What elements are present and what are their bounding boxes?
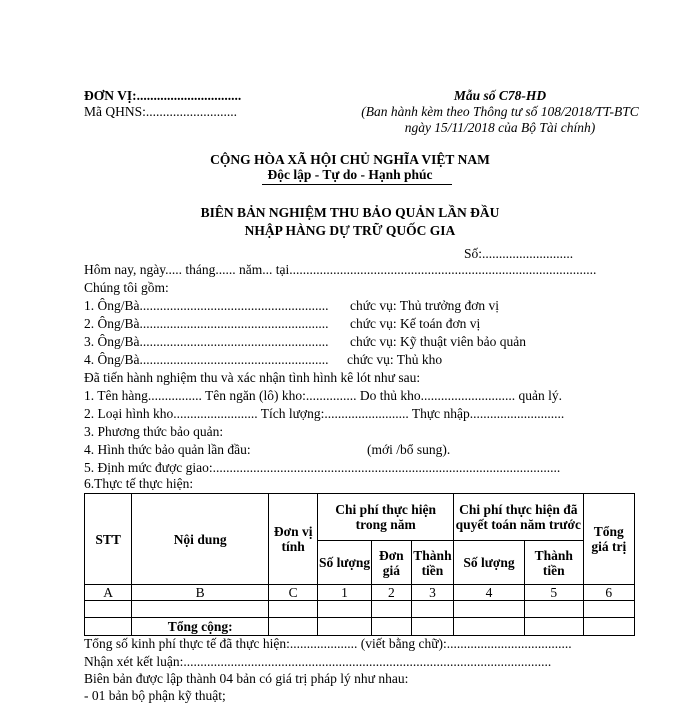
member-name-1: 1. Ông/Bà........................................................ (84, 298, 329, 313)
item-4-label: 4. Hình thức bảo quản lần đầu: (84, 442, 251, 457)
item-5: 5. Định mức được giao:....................................................................................................... (84, 460, 561, 475)
doc-number: Số:........................... (464, 246, 574, 261)
code-cell: A (85, 585, 132, 601)
sub-amount-prev: Thành tiền (524, 541, 583, 585)
member-role-3: chức vụ: Kỹ thuật viên bảo quản (350, 334, 527, 349)
item-4-note: (mới /bổ sung). (367, 442, 451, 457)
member-name-4: 4. Ông/Bà........................................................ (84, 352, 329, 367)
item-3: 3. Phương thức bảo quản: (84, 424, 224, 439)
empty-cell (318, 618, 371, 636)
total-label: Tổng cộng: (132, 618, 269, 636)
sub-quantity: Số lượng (318, 541, 371, 585)
col-stt: STT (85, 494, 132, 585)
item-1: 1. Tên hàng................ Tên ngăn (lô) kho:............... Do thủ kho............................ quản lý. (84, 388, 562, 403)
motto-underline (262, 184, 452, 185)
copies-line: Biên bản được lập thành 04 bản có giá trị pháp lý như nhau: (84, 671, 409, 686)
conducted-line: Đã tiến hành nghiệm thu và xác nhận tình hình kê lót như sau: (84, 370, 421, 385)
empty-cell (524, 618, 583, 636)
issued-by-line2: ngày 15/11/2018 của Bộ Tài chính) (404, 120, 596, 135)
empty-cell (318, 601, 371, 618)
copy-1-line: - 01 bản bộ phận kỹ thuật; (84, 688, 226, 703)
empty-cell (411, 618, 453, 636)
table-row (85, 601, 635, 618)
col-content: Nội dung (132, 494, 269, 585)
member-name-3: 3. Ông/Bà........................................................ (84, 334, 329, 349)
item-6: 6.Thực tế thực hiện: (84, 476, 194, 491)
code-cell: C (269, 585, 318, 601)
col-unit: Đơn vị tính (269, 494, 318, 585)
empty-cell (269, 618, 318, 636)
empty-cell (371, 618, 411, 636)
code-cell: 4 (454, 585, 525, 601)
code-cell: 1 (318, 585, 371, 601)
empty-cell (85, 618, 132, 636)
empty-cell (371, 601, 411, 618)
empty-cell (269, 601, 318, 618)
group-current-year: Chi phí thực hiện trong năm (318, 494, 454, 541)
empty-cell (583, 618, 634, 636)
member-role-2: chức vụ: Kế toán đơn vị (350, 316, 481, 331)
motto: Độc lập - Tự do - Hạnh phúc (267, 167, 433, 182)
empty-cell (583, 601, 634, 618)
code-cell: 6 (583, 585, 634, 601)
nation-title: CỘNG HÒA XÃ HỘI CHỦ NGHĨA VIỆT NAM (210, 152, 490, 167)
date-place-line: Hôm nay, ngày..... tháng...... năm... tại........................................................................................... (84, 262, 597, 277)
empty-cell (85, 601, 132, 618)
sub-amount: Thành tiền (411, 541, 453, 585)
member-name-2: 2. Ông/Bà........................................................ (84, 316, 329, 331)
item-2: 2. Loại hình kho......................... Tích lượng:......................... Thực nhập............................ (84, 406, 565, 421)
empty-cell (454, 601, 525, 618)
doc-title-line1: BIÊN BẢN NGHIỆM THU BẢO QUẢN LẦN ĐẦU (200, 205, 500, 220)
code-row (85, 585, 635, 601)
members-heading: Chúng tôi gồm: (84, 280, 169, 295)
empty-cell (132, 601, 269, 618)
empty-cell (524, 601, 583, 618)
sub-unit-price: Đơn giá (371, 541, 411, 585)
qhns-label: Mã QHNS:........................... (84, 104, 238, 119)
issued-by-line1: (Ban hành kèm theo Thông tư số 108/2018/TT-BTC (361, 104, 639, 119)
member-role-1: chức vụ: Thủ trưởng đơn vị (350, 298, 500, 313)
cost-table (84, 493, 635, 636)
empty-cell (411, 601, 453, 618)
unit-label: ĐƠN VỊ:............................... (84, 88, 242, 103)
col-total: Tổng giá trị (583, 494, 634, 585)
group-previous-year: Chi phí thực hiện đã quyết toán năm trước (454, 494, 584, 541)
member-role-4: chức vụ: Thủ kho (347, 352, 443, 367)
code-cell: 5 (524, 585, 583, 601)
code-cell: 2 (371, 585, 411, 601)
empty-cell (454, 618, 525, 636)
form-number: Mẫu số C78-HD (453, 88, 547, 103)
doc-title-line2: NHẬP HÀNG DỰ TRỮ QUỐC GIA (244, 223, 456, 238)
code-cell: 3 (411, 585, 453, 601)
sub-quantity-prev: Số lượng (454, 541, 525, 585)
total-spent-line: Tổng số kinh phí thực tế đã thực hiện:.................... (viết bằng chữ):..................................... (84, 636, 572, 651)
code-cell: B (132, 585, 269, 601)
comment-line: Nhận xét kết luận:............................................................................................................. (84, 654, 552, 669)
total-row (85, 618, 635, 636)
